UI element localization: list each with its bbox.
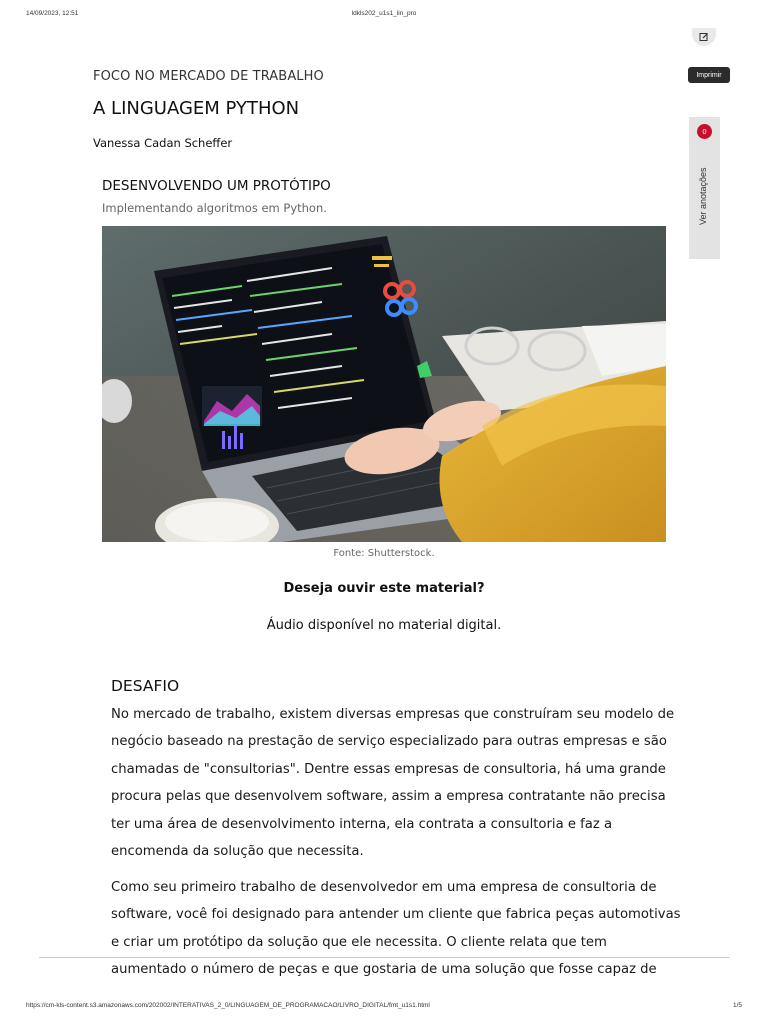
- audio-availability: Áudio disponível no material digital.: [266, 618, 502, 633]
- paragraph-line: e criar um protótipo da solução que ele necessita. O cliente relata que tem: [111, 934, 607, 950]
- print-datetime: 14/09/2023, 12:51: [26, 10, 79, 17]
- section-kicker: FOCO NO MERCADO DE TRABALHO: [93, 69, 324, 84]
- page-title: A LINGUAGEM PYTHON: [93, 98, 300, 119]
- print-header: [0, 10, 768, 20]
- author-name: Vanessa Cadan Scheffer: [93, 136, 233, 150]
- section-title: DESENVOLVENDO UM PROTÓTIPO: [102, 178, 331, 194]
- paragraph-line: ter uma área de desenvolvimento interna, ela contrata a consultoria e faz a: [111, 816, 613, 832]
- audio-question: Deseja ouvir este material?: [283, 581, 485, 596]
- hero-image: [102, 226, 666, 542]
- print-tooltip: Imprimir: [688, 67, 730, 83]
- figure-caption: Fonte: Shutterstock.: [333, 548, 435, 559]
- notes-label: Ver anotações: [698, 167, 708, 225]
- print-button[interactable]: [692, 28, 716, 46]
- paragraph-line: aumentado o número de peças e que gostaria de uma solução que fosse capaz de: [111, 962, 657, 978]
- challenge-paragraph-2: [111, 874, 701, 984]
- edit-icon: [699, 32, 709, 42]
- challenge-paragraph-1: [111, 701, 701, 865]
- paragraph-line: chamadas de "consultorias". Dentre essas empresas de consultoria, há uma grande: [111, 761, 666, 777]
- print-source-url: https://cm-kls-content.s3.amazonaws.com/202002/INTERATIVAS_2_0/LINGUAGEM_DE_PROGRAMACAO/LIVRO_DIGITAL/fmt_u1s1.html: [26, 1002, 430, 1009]
- laptop-photo-illustration: [102, 226, 666, 542]
- page-divider: [39, 957, 730, 958]
- paragraph-line: negócio baseado na prestação de serviço especializado para outras empresas e são: [111, 734, 667, 750]
- paragraph-line: Como seu primeiro trabalho de desenvolvedor em uma empresa de consultoria de: [111, 880, 657, 895]
- paragraph-line: No mercado de trabalho, existem diversas empresas que construíram seu modelo de: [111, 707, 675, 722]
- print-doc-title: ldkls202_u1s1_lin_pro: [351, 10, 417, 17]
- paragraph-line: procura pelas que desenvolvem software, assim a empresa contratante não precisa: [111, 789, 666, 805]
- notes-panel[interactable]: [689, 117, 720, 259]
- print-footer: [0, 1002, 768, 1012]
- print-page-number: 1/5: [732, 1002, 742, 1009]
- section-subtitle: Implementando algoritmos em Python.: [102, 201, 327, 215]
- paragraph-line: encomenda da solução que necessita.: [111, 844, 364, 860]
- notes-count-badge: 0: [697, 124, 712, 139]
- paragraph-line: software, você foi designado para antender um cliente que fabrica peças automotivas: [111, 907, 681, 923]
- challenge-title: DESAFIO: [111, 677, 180, 695]
